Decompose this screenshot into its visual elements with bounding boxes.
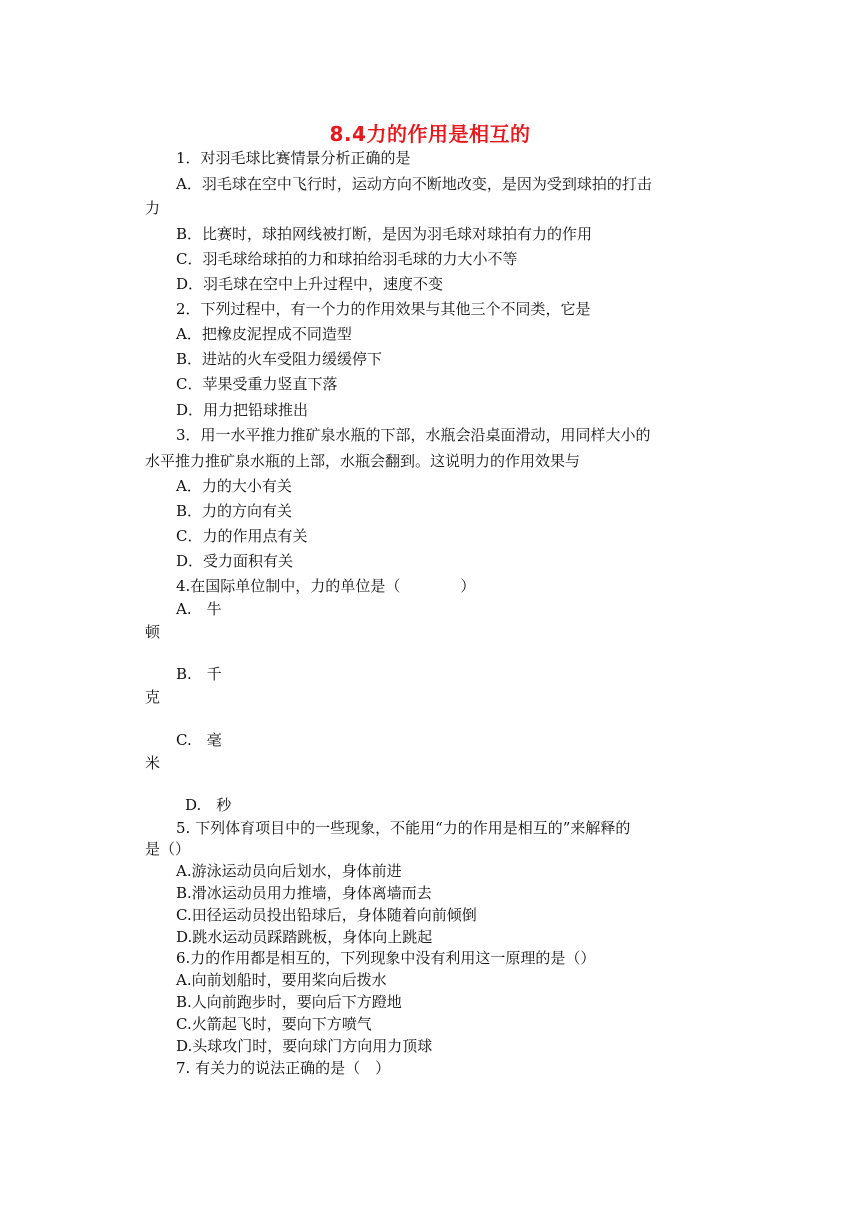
question-2-option-c: C．苹果受重力竖直下落 bbox=[176, 375, 338, 393]
question-5-stem: 5. 下列体育项目中的一些现象，不能用“力的作用是相互的”来解释的 bbox=[176, 819, 631, 837]
question-6-option-c: C.火箭起飞时，要向下方喷气 bbox=[176, 1015, 372, 1033]
question-3-option-d: D．受力面积有关 bbox=[176, 552, 294, 570]
question-4-option-c: C. 毫 bbox=[176, 731, 222, 749]
page-title: 8.4力的作用是相互的 bbox=[329, 122, 531, 146]
question-1-option-a-continued: 力 bbox=[145, 199, 161, 217]
question-3-stem-continued: 水平推力推矿泉水瓶的上部，水瓶会翻到。这说明力的作用效果与 bbox=[145, 452, 581, 470]
question-4-stem: 4.在国际单位制中，力的单位是（ ） bbox=[176, 577, 476, 595]
question-4-option-c-continued: 米 bbox=[145, 754, 161, 772]
question-2-option-a: A．把橡皮泥捏成不同造型 bbox=[176, 325, 352, 343]
question-4-option-a: A. 牛 bbox=[176, 600, 222, 618]
question-5-option-d: D.跳水运动员踩踏跳板，身体向上跳起 bbox=[176, 928, 433, 946]
question-1-option-b: B．比赛时，球拍网线被打断，是因为羽毛球对球拍有力的作用 bbox=[176, 225, 593, 243]
question-6-stem: 6.力的作用都是相互的，下列现象中没有利用这一原理的是（） bbox=[176, 949, 596, 967]
question-1-option-d: D．羽毛球在空中上升过程中，速度不变 bbox=[176, 275, 444, 293]
question-1-option-c: C．羽毛球给球拍的力和球拍给羽毛球的力大小不等 bbox=[176, 250, 518, 268]
question-5-option-b: B.滑冰运动员用力推墙，身体离墙而去 bbox=[176, 884, 432, 902]
question-2-option-d: D．用力把铅球推出 bbox=[176, 401, 309, 419]
question-4-option-b-continued: 克 bbox=[145, 688, 161, 706]
question-1-stem: 1．对羽毛球比赛情景分析正确的是 bbox=[176, 149, 411, 167]
question-1-option-a: A．羽毛球在空中飞行时，运动方向不断地改变，是因为受到球拍的打击 bbox=[176, 175, 652, 193]
question-7-stem: 7. 有关力的说法正确的是（ ） bbox=[176, 1059, 391, 1077]
question-2-option-b: B．进站的火车受阻力缓缓停下 bbox=[176, 350, 383, 368]
question-5-stem-continued: 是（） bbox=[145, 840, 191, 858]
question-5-option-c: C.田径运动员投出铅球后，身体随着向前倾倒 bbox=[176, 906, 477, 924]
question-3-stem: 3．用一水平推力推矿泉水瓶的下部，水瓶会沿桌面滑动，用同样大小的 bbox=[176, 426, 651, 444]
question-6-option-a: A.向前划船时，要用桨向后拨水 bbox=[176, 971, 387, 989]
question-5-option-a: A.游泳运动员向后划水，身体前进 bbox=[176, 862, 402, 880]
question-4-option-b: B. 千 bbox=[176, 665, 222, 683]
question-6-option-d: D.头球攻门时，要向球门方向用力顶球 bbox=[176, 1037, 433, 1055]
question-6-option-b: B.人向前跑步时，要向后下方蹬地 bbox=[176, 993, 402, 1011]
question-3-option-b: B．力的方向有关 bbox=[176, 502, 293, 520]
question-3-option-c: C．力的作用点有关 bbox=[176, 527, 308, 545]
question-2-stem: 2．下列过程中，有一个力的作用效果与其他三个不同类，它是 bbox=[176, 300, 591, 318]
question-4-option-a-continued: 顿 bbox=[145, 623, 161, 641]
question-3-option-a: A．力的大小有关 bbox=[176, 477, 292, 495]
question-4-option-d: D. 秒 bbox=[185, 796, 232, 814]
